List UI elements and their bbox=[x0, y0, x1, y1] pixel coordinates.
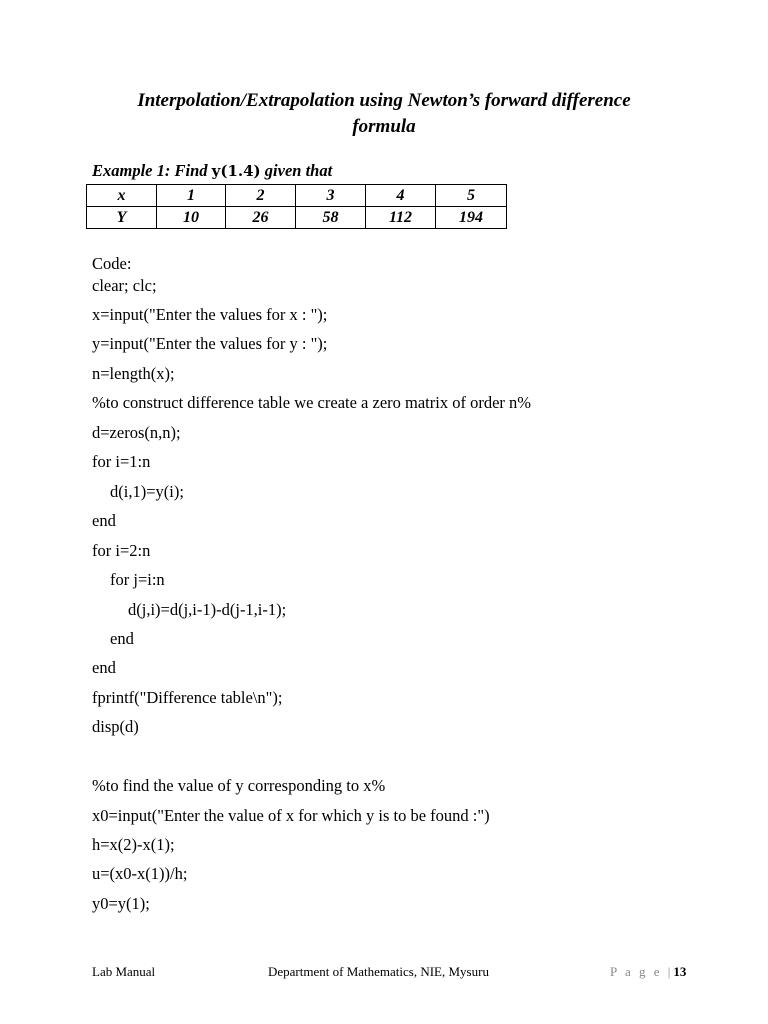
document-title-line-1: Interpolation/Extrapolation using Newton’s forward difference bbox=[137, 90, 631, 111]
data-table bbox=[86, 184, 507, 229]
example-expression: y(1.4) bbox=[211, 162, 261, 180]
code-line: for i=1:n bbox=[92, 452, 151, 471]
table-cell: Y bbox=[87, 207, 157, 229]
code-line: h=x(2)-x(1); bbox=[92, 835, 175, 854]
table-cell: 112 bbox=[366, 207, 436, 229]
code-line: x0=input("Enter the value of x for which y is to be found :") bbox=[92, 806, 490, 825]
document-title-line-2: formula bbox=[352, 116, 416, 137]
code-line: fprintf("Difference table\n"); bbox=[92, 688, 283, 707]
table-cell: 26 bbox=[226, 207, 296, 229]
table-cell: x bbox=[87, 185, 157, 207]
table-cell: 2 bbox=[226, 185, 296, 207]
table-cell: 10 bbox=[157, 207, 226, 229]
code-line: d(i,1)=y(i); bbox=[110, 482, 184, 501]
code-line: n=length(x); bbox=[92, 364, 175, 383]
table-cell: 4 bbox=[366, 185, 436, 207]
table-cell: 58 bbox=[296, 207, 366, 229]
footer-center-text: Department of Mathematics, NIE, Mysuru bbox=[268, 964, 489, 979]
footer-page-number: 13 bbox=[673, 964, 687, 979]
code-line: x=input("Enter the values for x : "); bbox=[92, 305, 328, 324]
footer-page-label: P a g e bbox=[610, 964, 663, 979]
example-prefix: Example 1: Find bbox=[92, 161, 212, 180]
code-line: y=input("Enter the values for y : "); bbox=[92, 334, 328, 353]
footer-page-indicator bbox=[610, 964, 686, 980]
code-line: %to find the value of y corresponding to x% bbox=[92, 776, 386, 795]
code-line: clear; clc; bbox=[92, 276, 157, 295]
code-line: d(j,i)=d(j,i-1)-d(j-1,i-1); bbox=[128, 600, 287, 619]
code-line: end bbox=[92, 511, 116, 530]
table-cell: 5 bbox=[436, 185, 507, 207]
code-line: y0=y(1); bbox=[92, 894, 150, 913]
table-row-y bbox=[87, 207, 507, 229]
footer-page-separator: | bbox=[667, 964, 671, 979]
code-line: end bbox=[110, 629, 134, 648]
code-line: %to construct difference table we create a zero matrix of order n% bbox=[92, 393, 532, 412]
code-line: end bbox=[92, 658, 116, 677]
table-cell: 194 bbox=[436, 207, 507, 229]
code-line: for j=i:n bbox=[110, 570, 165, 589]
example-suffix: given that bbox=[260, 161, 333, 180]
table-row-x bbox=[87, 185, 507, 207]
code-line: d=zeros(n,n); bbox=[92, 423, 181, 442]
code-line: for i=2:n bbox=[92, 541, 151, 560]
code-line: u=(x0-x(1))/h; bbox=[92, 864, 188, 883]
code-line: disp(d) bbox=[92, 717, 139, 736]
code-heading: Code: bbox=[92, 254, 132, 273]
footer-left-text: Lab Manual bbox=[92, 964, 156, 979]
example-statement bbox=[92, 160, 332, 182]
table-cell: 1 bbox=[157, 185, 226, 207]
table-cell: 3 bbox=[296, 185, 366, 207]
